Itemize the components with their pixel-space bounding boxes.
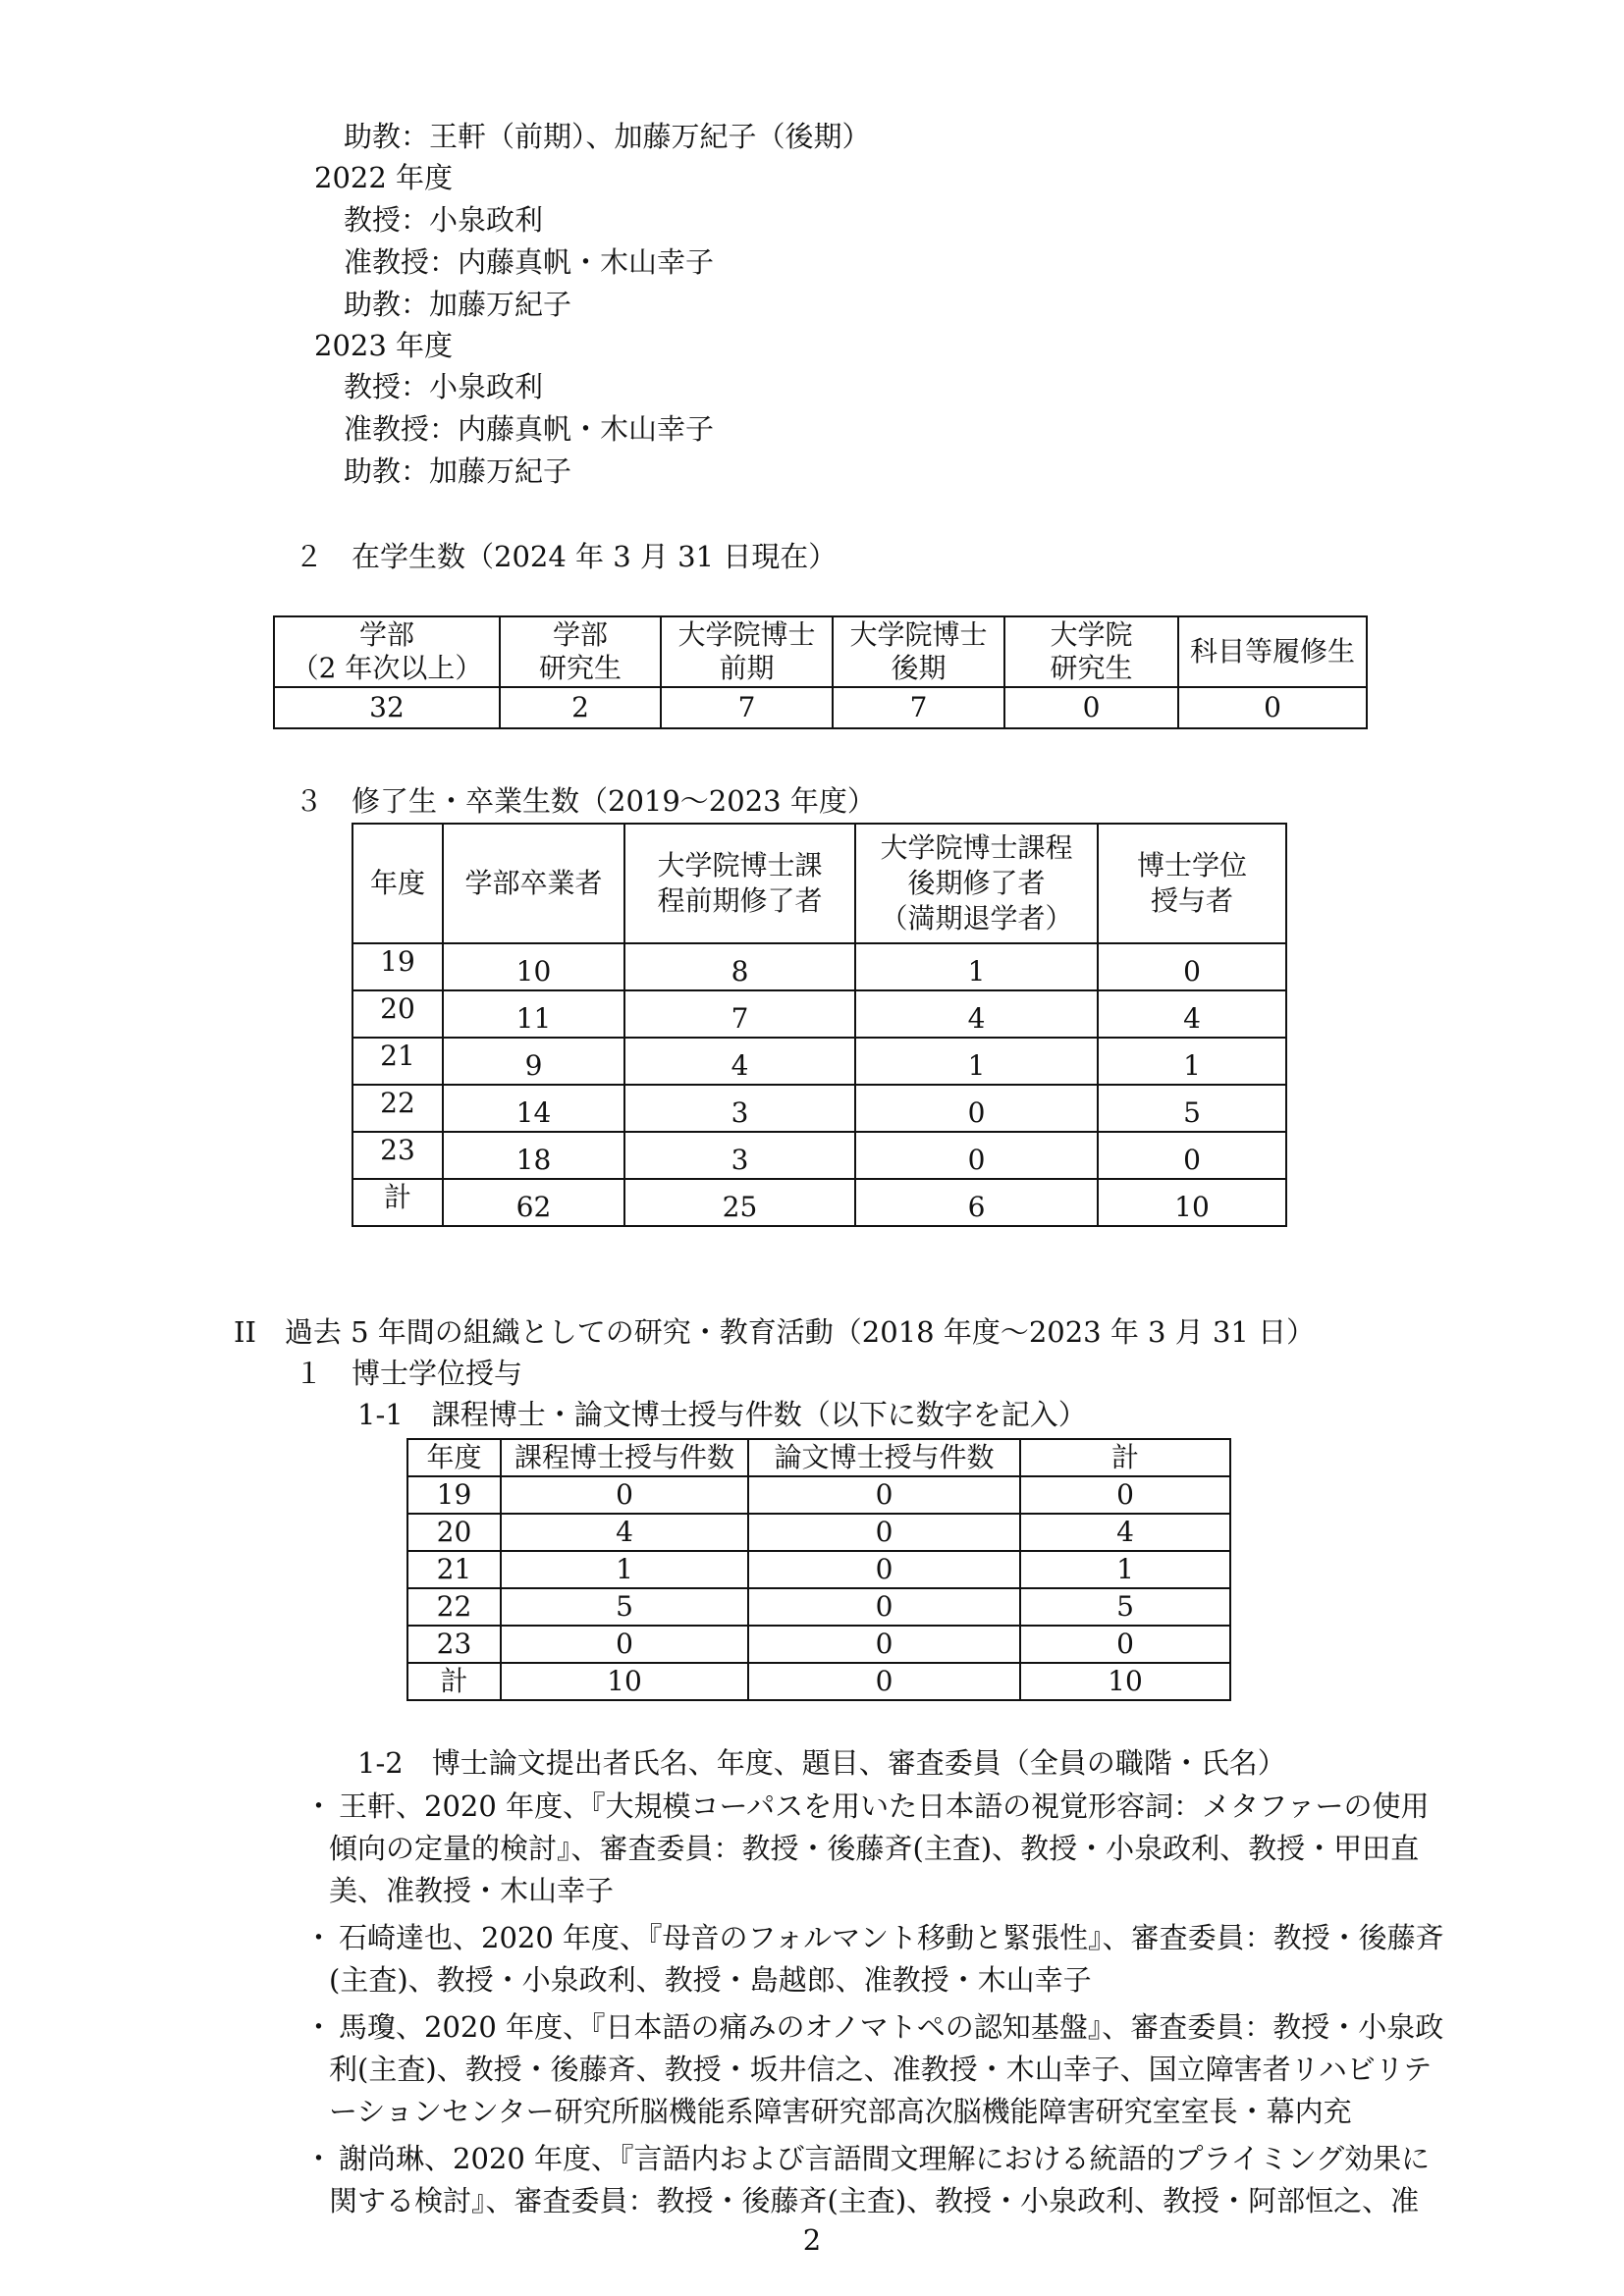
table-row: [352, 1038, 1286, 1085]
table-cell: 0: [748, 1514, 1020, 1551]
table-cell: 22: [352, 1085, 443, 1132]
doctorate-count-table: [406, 1438, 1231, 1701]
section-3-title: ３ 修了生・卒業生数（2019～2023 年度）: [295, 784, 876, 818]
page-number: 2: [802, 2223, 822, 2257]
table-cell: 25: [624, 1179, 855, 1226]
table-row: [274, 687, 1367, 728]
bullet-icon: ・: [304, 2142, 334, 2175]
table-header-row: [274, 616, 1367, 687]
section-2-title: ２ 在学生数（2024 年 3 月 31 日現在）: [295, 540, 838, 573]
table-cell: 4: [1098, 990, 1286, 1038]
table-cell: 0: [855, 1132, 1098, 1179]
table-cell: 22: [407, 1588, 501, 1626]
table-cell: 3: [624, 1132, 855, 1179]
list-item-line: 謝尚琳、2020 年度、『言語内および言語間文理解における統語的プライミング効果に: [339, 2142, 1431, 2175]
table-row: [352, 1132, 1286, 1179]
table-cell: 計: [352, 1179, 443, 1226]
list-item-line: 傾向の定量的検討』、審査委員：教授・後藤斉(主査)、教授・小泉政利、教授・甲田直: [329, 1832, 1420, 1865]
table-cell: 32: [274, 687, 500, 728]
table-row: [352, 1179, 1286, 1226]
table-cell: 0: [855, 1085, 1098, 1132]
list-item-line: 馬瓊、2020 年度、『日本語の痛みのオノマトペの認知基盤』、審査委員：教授・小泉政: [339, 2010, 1444, 2044]
table-row: [352, 943, 1286, 990]
header-cell: 博士学位 授与者: [1098, 824, 1286, 943]
table-cell: 0: [1098, 1132, 1286, 1179]
table-cell: 2: [500, 687, 661, 728]
table-cell: 7: [661, 687, 833, 728]
table-cell: 4: [501, 1514, 748, 1551]
staff-line: 准教授：内藤真帆・木山幸子: [344, 412, 715, 446]
table-cell: 7: [833, 687, 1004, 728]
table-row: [352, 990, 1286, 1038]
subsection-1-title: １ 博士学位授与: [295, 1357, 523, 1390]
table-cell: 5: [1098, 1085, 1286, 1132]
list-item-line: 王軒、2020 年度、『大規模コーパスを用いた日本語の視覚形容詞：メタファーの使用: [339, 1789, 1430, 1823]
table-cell: 23: [407, 1626, 501, 1663]
list-item-line: 石崎達也、2020 年度、『母音のフォルマント移動と緊張性』、審査委員：教授・後藤斉: [339, 1921, 1444, 1954]
table-cell: 4: [1020, 1514, 1230, 1551]
table-cell: 19: [352, 943, 443, 990]
table-cell: 23: [352, 1132, 443, 1179]
table-cell: 1: [1098, 1038, 1286, 1085]
header-cell: 学部 （2 年次以上）: [274, 616, 500, 687]
staff-line: 教授：小泉政利: [344, 370, 544, 403]
header-cell: 論文博士授与件数: [748, 1439, 1020, 1476]
table-row: [407, 1514, 1230, 1551]
table-row: [407, 1663, 1230, 1700]
table-row: [407, 1476, 1230, 1514]
table-cell: 0: [748, 1663, 1020, 1700]
table-cell: 0: [748, 1551, 1020, 1588]
table-cell: 1: [501, 1551, 748, 1588]
table-cell: 10: [501, 1663, 748, 1700]
table-row: [352, 1085, 1286, 1132]
table-cell: 6: [855, 1179, 1098, 1226]
table-cell: 10: [1020, 1663, 1230, 1700]
staff-line: 准教授：内藤真帆・木山幸子: [344, 245, 715, 279]
list-item-line: 関する検討』、審査委員：教授・後藤斉(主査)、教授・小泉政利、教授・阿部恒之、准: [329, 2184, 1420, 2217]
table-cell: 19: [407, 1476, 501, 1514]
header-cell: 大学院博士課 程前期修了者: [624, 824, 855, 943]
staff-line: 教授：小泉政利: [344, 203, 544, 237]
table-cell: 21: [352, 1038, 443, 1085]
table-cell: 7: [624, 990, 855, 1038]
header-cell: 大学院博士 後期: [833, 616, 1004, 687]
subsection-1-2-title: 1-2 博士論文提出者氏名、年度、題目、審査委員（全員の職階・氏名）: [357, 1746, 1286, 1780]
header-cell: 大学院 研究生: [1004, 616, 1178, 687]
enrollment-table: [273, 615, 1368, 729]
bullet-icon: ・: [304, 1789, 334, 1823]
header-cell: 年度: [407, 1439, 501, 1476]
table-cell: 0: [501, 1476, 748, 1514]
bullet-icon: ・: [304, 1921, 334, 1954]
table-cell: 1: [1020, 1551, 1230, 1588]
table-cell: 0: [501, 1626, 748, 1663]
chapter-2-title: II 過去 5 年間の組織としての研究・教育活動（2018 年度～2023 年 3 月 31 日）: [234, 1315, 1316, 1349]
table-cell: 4: [855, 990, 1098, 1038]
table-cell: 10: [443, 943, 624, 990]
list-item-line: (主査)、教授・小泉政利、教授・島越郎、准教授・木山幸子: [329, 1963, 1092, 1997]
table-cell: 計: [407, 1663, 501, 1700]
year-heading: 2023 年度: [314, 329, 454, 362]
table-cell: 21: [407, 1551, 501, 1588]
table-cell: 1: [855, 1038, 1098, 1085]
year-heading: 2022 年度: [314, 161, 454, 194]
header-cell: 科目等履修生: [1178, 616, 1367, 687]
header-cell: 学部卒業者: [443, 824, 624, 943]
header-cell: 年度: [352, 824, 443, 943]
table-cell: 5: [1020, 1588, 1230, 1626]
staff-line: 助教：加藤万紀子: [344, 454, 572, 488]
graduates-table: [352, 823, 1287, 1227]
table-cell: 0: [1020, 1626, 1230, 1663]
table-cell: 0: [1020, 1476, 1230, 1514]
table-cell: 0: [1178, 687, 1367, 728]
header-cell: 計: [1020, 1439, 1230, 1476]
header-cell: 課程博士授与件数: [501, 1439, 748, 1476]
table-header-row: [352, 824, 1286, 943]
table-cell: 14: [443, 1085, 624, 1132]
bullet-icon: ・: [304, 2010, 334, 2044]
list-item-line: 美、准教授・木山幸子: [329, 1874, 615, 1907]
table-cell: 20: [352, 990, 443, 1038]
table-row: [407, 1626, 1230, 1663]
table-cell: 0: [748, 1476, 1020, 1514]
table-cell: 0: [1098, 943, 1286, 990]
header-cell: 学部 研究生: [500, 616, 661, 687]
table-cell: 20: [407, 1514, 501, 1551]
staff-line: 助教：加藤万紀子: [344, 288, 572, 321]
table-cell: 8: [624, 943, 855, 990]
table-header-row: [407, 1439, 1230, 1476]
table-cell: 62: [443, 1179, 624, 1226]
list-item-line: 利(主査)、教授・後藤斉、教授・坂井信之、准教授・木山幸子、国立障害者リハビリテ: [329, 2053, 1433, 2086]
table-cell: 3: [624, 1085, 855, 1132]
table-row: [407, 1551, 1230, 1588]
staff-line: 助教：王軒（前期）、加藤万紀子（後期）: [344, 120, 871, 153]
table-cell: 0: [748, 1626, 1020, 1663]
table-cell: 0: [1004, 687, 1178, 728]
subsection-1-1-title: 1-1 課程博士・論文博士授与件数（以下に数字を記入）: [357, 1398, 1087, 1431]
list-item-line: ーションセンター研究所脳機能系障害研究部高次脳機能障害研究室室長・幕内充: [329, 2095, 1352, 2128]
table-cell: 5: [501, 1588, 748, 1626]
table-cell: 0: [748, 1588, 1020, 1626]
table-cell: 4: [624, 1038, 855, 1085]
table-cell: 1: [855, 943, 1098, 990]
table-cell: 9: [443, 1038, 624, 1085]
header-cell: 大学院博士課程 後期修了者 （満期退学者）: [855, 824, 1098, 943]
header-cell: 大学院博士 前期: [661, 616, 833, 687]
table-cell: 11: [443, 990, 624, 1038]
table-row: [407, 1588, 1230, 1626]
table-cell: 10: [1098, 1179, 1286, 1226]
table-cell: 18: [443, 1132, 624, 1179]
